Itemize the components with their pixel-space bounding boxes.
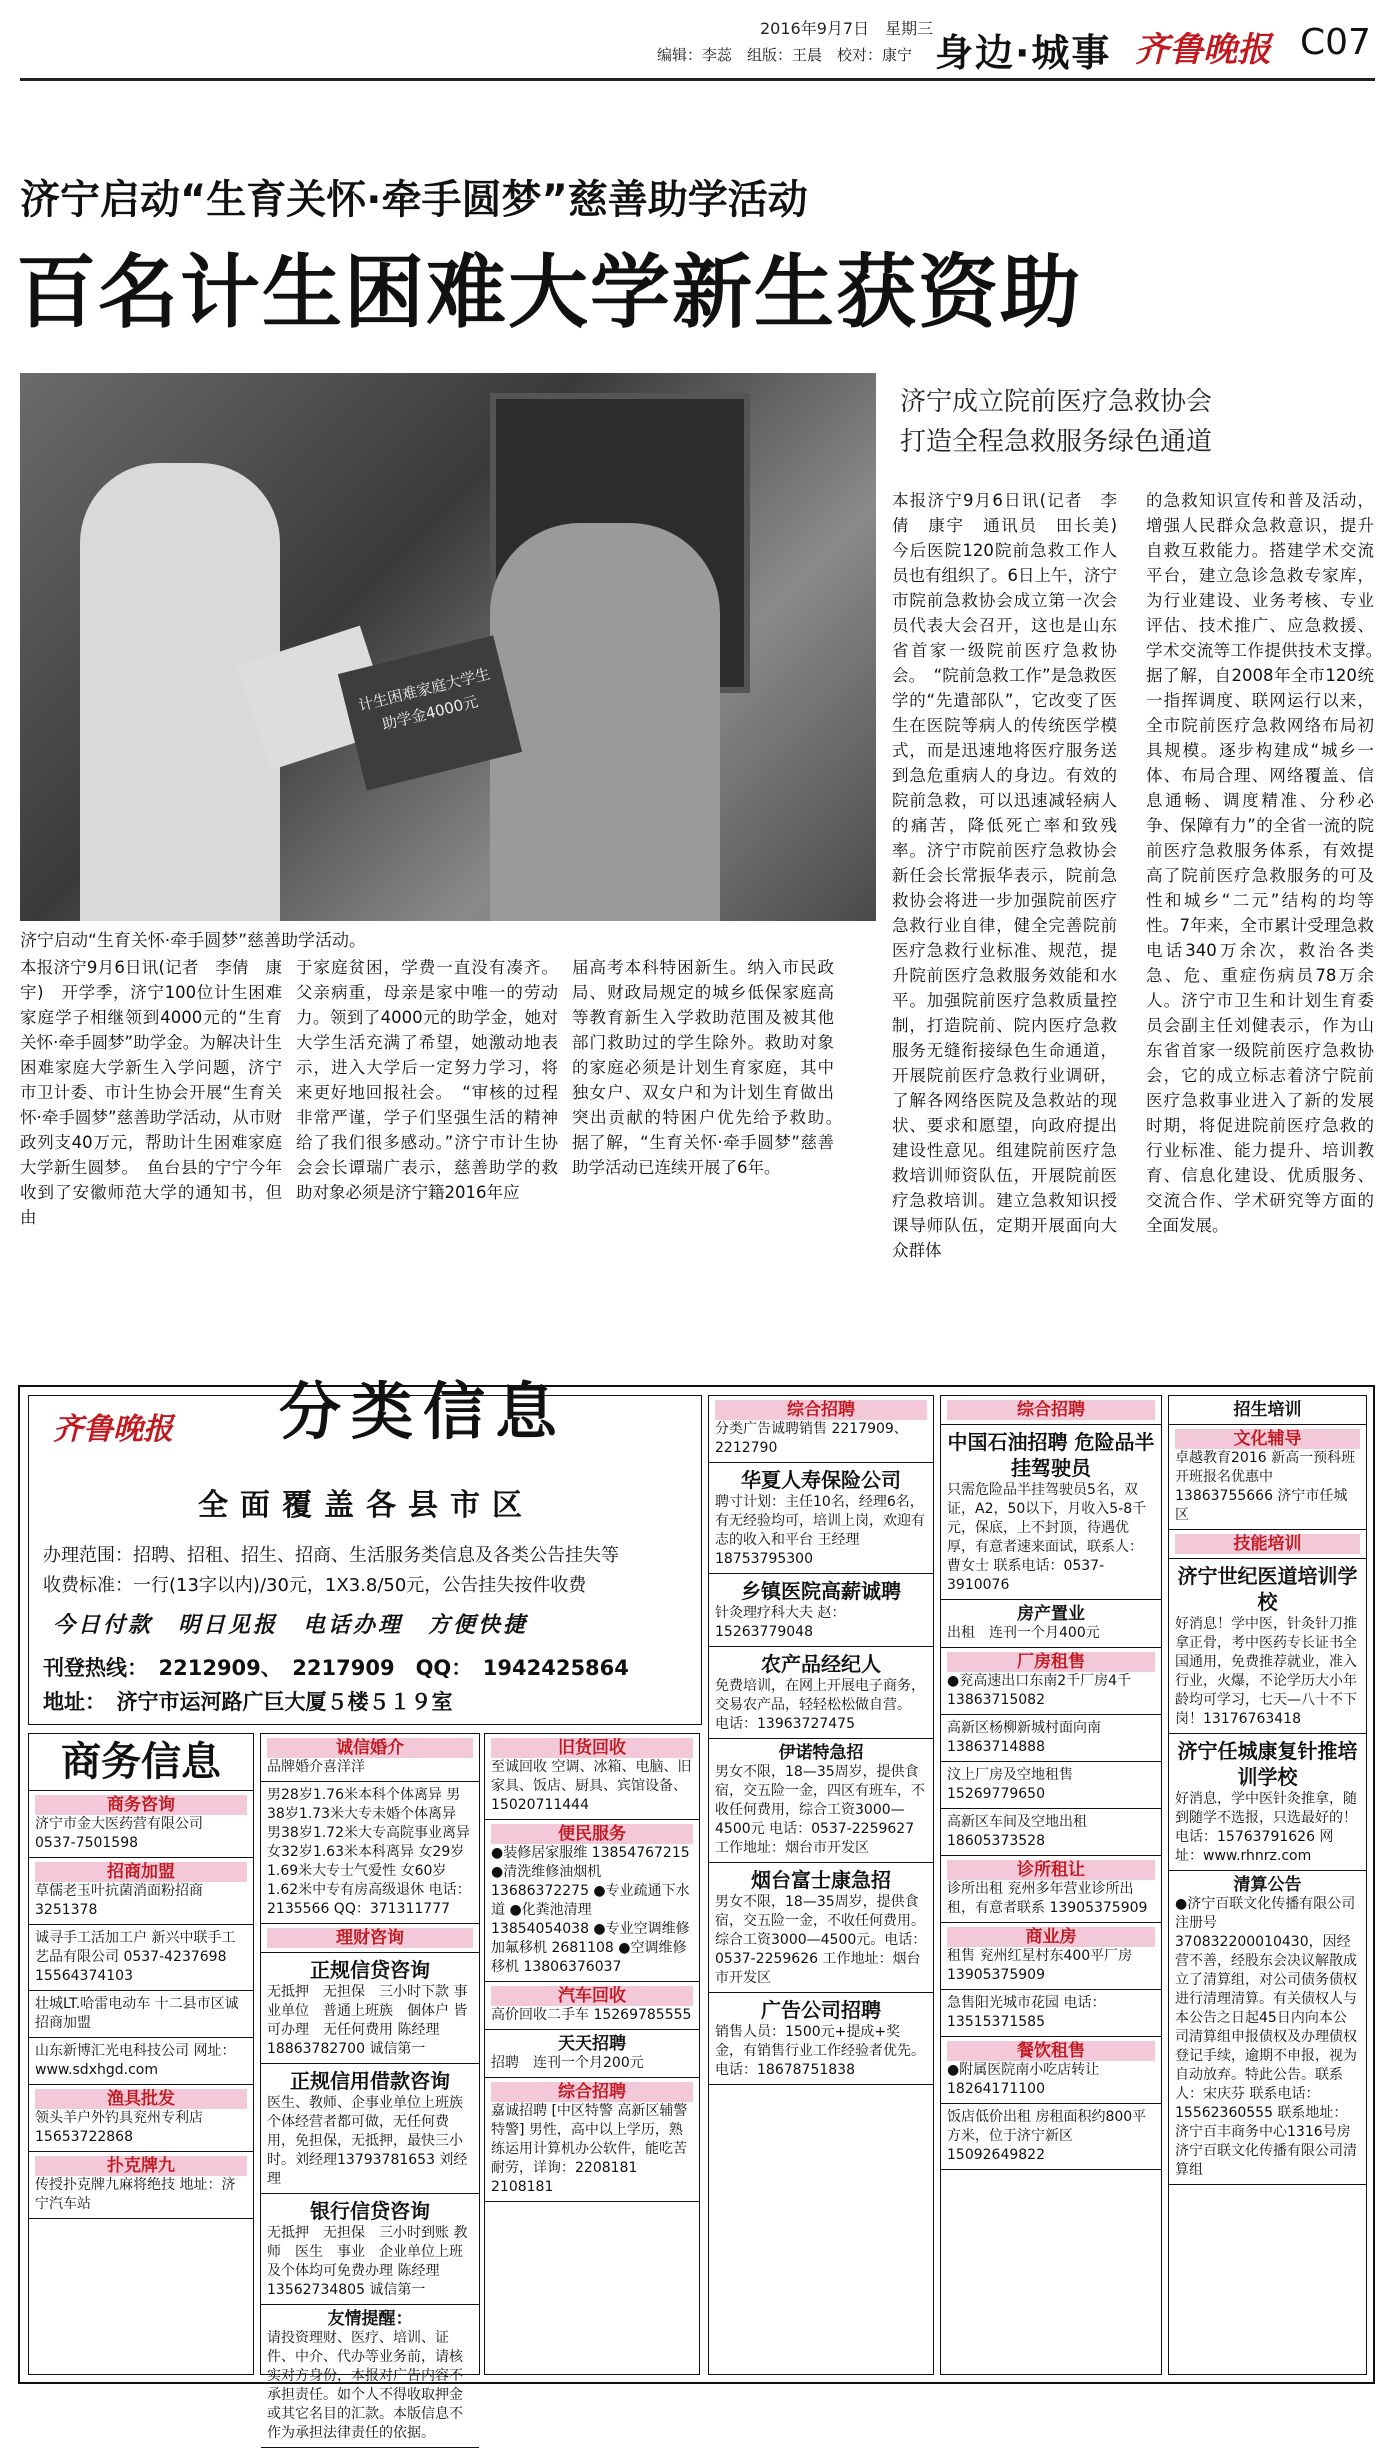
ad-heading: 济宁世纪医道培训学校 [1177,1564,1358,1614]
ad-text: 济宁市金大医药营有限公司 0537-7501598 [35,1816,203,1851]
ad-heading: 诚信婚介 [267,1738,473,1758]
classified-col-6 [1168,1395,1367,2375]
classified-ad [261,1953,479,2064]
classified-ad [941,1990,1161,2037]
classified-ad [29,1991,253,2038]
ad-heading: 乡镇医院高薪诚聘 [741,1579,901,1603]
col5-list [941,1396,1161,2170]
header-rule [20,78,1375,81]
side-dek-1: 济宁成立院前医疗急救协会 [900,387,1213,417]
ad-text: 针灸理疗科大夫 赵：15263779048 [715,1605,846,1640]
ad-heading: 便民服务 [491,1824,693,1844]
ad-heading: 文化辅导 [1175,1429,1360,1449]
classified-ad [29,2152,253,2219]
ad-text: ●装修居家服维 13854767215 ●清洗维修油烟机 13686372275 ●专业疏通下水道 ●化粪池清理 13854054038 ●专业空调维修加氟移机 2681108 ●空调维修移机 13806376037 [491,1845,690,1975]
classified-ad [941,1923,1161,1990]
classified-coverage: 全面覆盖各县市区 [198,1488,534,1523]
ad-heading: 正规信用借款咨询 [290,2069,450,2093]
ad-heading: 天天招聘 [558,2034,626,2054]
article-col-1: 本报济宁9月6日讯(记者 李倩 康宇) 开学季，济宁100位计生困难家庭学子相继领到4000元的“生育关怀·牵手圆梦”助学金。为解决计生困难家庭大学新生入学问题，济宁市卫计委、市计生协会开展“生育关怀·牵手圆梦”慈善助学活动，从市财政列支40万元，帮助计生困难家庭大学新生圆梦。 鱼台县的宁宁今年收到了安徽师范大学的通知书，但由 [20,958,282,1227]
classified-col-5 [940,1395,1162,2375]
ad-text: 无抵押 无担保 三小时到账 教师 医生 事业 企业单位上班及个体均可免费办理 陈经理13562734805 诚信第一 [267,2225,468,2298]
ad-text: 草儒老玉叶抗菌消面粉招商 3251378 [35,1883,203,1918]
ad-heading: 商业房 [947,1927,1155,1947]
classified-ad [485,2078,699,2202]
classified-ad [709,1647,933,1739]
classified-ad [261,1734,479,1782]
classified-scope: 办理范围：招聘、招租、招生、招商、生活服务类信息及各类公告挂失等 [43,1545,619,1566]
ad-text: 诊所出租 兖州多年营业诊所出租，有意者联系 13905375909 [947,1881,1148,1916]
col1-list [29,1791,253,2219]
ad-heading: 招商加盟 [35,1862,247,1882]
ad-text: 招聘 连刊一个月200元 [491,2055,644,2071]
classified-masthead [28,1375,702,1725]
article-photo [20,373,876,921]
classified-ad [709,1863,933,1993]
photo-woman [490,523,720,921]
article-kicker: 济宁启动“生育关怀·牵手圆梦”慈善助学活动 [20,177,808,223]
classified-ad [1169,1530,1366,1559]
ad-text: 品牌婚介喜洋洋 [267,1759,365,1775]
ad-text: ●兖高速出口东南2千厂房4千 13863715082 [947,1673,1132,1708]
classified-ad [261,1924,479,1953]
ad-text: 分类广告诚聘销售 2217909、2212790 [715,1421,908,1456]
ad-text: 销售人员：1500元+提成+奖金，有销售行业工作经验者优先。电话：18678751838 [715,2024,925,2078]
classified-address: 地址： 济宁市运河路广巨大厦５楼５１９室 [43,1690,453,1714]
ad-heading: 汽车回收 [491,1986,693,2006]
side-col-a: 本报济宁9月6日讯(记者 李倩 康宇 通讯员 田长美) 今后医院120院前急救工作人员也有组织了。6日上午，济宁市院前急救协会成立第一次会员代表大会召开，这也是山东省首家一级院前医疗急救协会。 “院前急救工作”是急救医学的“先遣部队”，它改变了医生在医院等病人的传统医学模式，而是迅速地将医疗服务送到急危重病人的身边。有效的院前急救，可以迅速减轻病人的痛苦，降低死亡率和致残率。济宁市院前医疗急救协会新任会长常振华表示，院前急救协会将进一步加强院前医疗急救行业自律，健全完善院前医疗急救行业标准、规范，提升院前医疗急救服务效能和水平。加强院前医疗急救质量控制，打造院前、院内医疗急救服务无缝衔接绿色生命通道，开展院前医疗急救行业调研，了解各网络医院及急救站的现状、要求和愿望，向政府提出建设性意见。组建院前医疗急救培训师资队伍，开展院前医疗急救培训。建立急救知识授课导师队伍，定期开展面向大众群体 [892,491,1134,1260]
classified-title: 分类信息 [279,1375,568,1448]
biz-info-title: 商务信息 [29,1734,253,1791]
ad-heading: 清算公告 [1233,1875,1302,1895]
classified-logo: 齐鲁晚报 [53,1412,173,1447]
classified-col-4 [708,1395,934,2375]
ad-text: ●附属医院南小吃店转让 18264171100 [947,2062,1100,2097]
ad-heading: 综合招聘 [947,1400,1155,1420]
classified-col-3 [484,1733,700,2375]
classified-col-2 [260,1733,480,2441]
classified-price: 收费标准：一行(13字以内)/30元，1X3.8/50元，公告挂失按件收费 [43,1575,587,1596]
ad-heading: 厂房租售 [947,1652,1155,1672]
classified-ad [261,2305,479,2448]
article-col-2: 于家庭贫困，学费一直没有凑齐。父亲病重，母亲是家中唯一的劳动力。领到了4000元的助学金，她对大学生活充满了希望，她激动地表示，进入大学后一定努力学习，将来更好地回报社会。 “审核的过程非常严谨，学子们坚强生活的精神给了我们很多感动。”济宁市计生协会会长谭瑞广表示，慈善助学的救助对象必须是济宁籍2016年应 [296,958,558,1202]
classified-ad [29,1858,253,1925]
photo-caption: 济宁启动“生育关怀·牵手圆梦”慈善助学活动。 [20,931,367,951]
ad-text: 高新区杨柳新城村面向南 13863714888 [947,1720,1101,1755]
ad-text: 请投资理财、医疗、培训、证件、中介、代办等业务前，请核实对方身份，本报对广告内容不承担责任。如个人不得收取押金或其它名目的汇款。本版信息不作为承担法律责任的依据。 [267,2330,463,2441]
ad-heading: 银行信贷咨询 [310,2199,430,2223]
ad-text: 壮城LT.哈雷电动车 十二县市区诚招商加盟 [35,1996,239,2031]
classified-ad [941,2037,1161,2104]
side-dek-2: 打造全程急救服务绿色通道 [900,427,1213,457]
classified-ad [941,1762,1161,1809]
classified-ad [1169,1396,1366,1425]
ad-text: 饭店低价出租 房租面积约800平方米，位于济宁新区 15092649822 [947,2109,1147,2163]
ad-heading: 技能培训 [1175,1534,1360,1554]
ad-heading: 华夏人寿保险公司 [741,1468,901,1492]
classified-ad [1169,1734,1366,1871]
classified-ad [485,1982,699,2030]
ad-text: 医生、教师、企事业单位上班族个体经营者都可做，无任何费用，免担保，无抵押，最快三小时。刘经理13793781653 刘经理 [267,2095,468,2187]
ad-text: 好消息！学中医，针灸针刀推拿正骨，考中医药专长证书全国通用，免费推荐就业，准入行业，火爆，不论学历大小年龄均可学习，七天—八十不下岗！13176763418 [1175,1616,1357,1727]
classified-ad [485,1734,699,1820]
editor-credits: 编辑：李蕊 组版：王晨 校对：康宁 [657,46,913,64]
col2-list [261,1734,479,2448]
classified-ad [485,1820,699,1982]
ad-text: 急售阳光城市花园 电话：13515371585 [947,1995,1106,2030]
classified-section [18,1375,1375,2441]
ad-heading: 诊所租让 [947,1860,1155,1880]
issue-date: 2016年9月7日 星期三 [760,19,934,38]
ad-heading: 餐饮租售 [947,2041,1155,2061]
classified-ad [709,1739,933,1863]
ad-text: 只需危险品半挂驾驶员5名，双证，A2，50以下，月收入5-8千元，保底，上不封顶，待遇优厚，有意者速来面试，联系人：曹女士 联系电话：0537-3910076 [947,1482,1147,1593]
ad-heading: 综合招聘 [491,2082,693,2102]
ad-heading: 济宁任城康复针推培训学校 [1177,1739,1358,1789]
ad-heading: 理财咨询 [267,1928,473,1948]
ad-heading: 伊诺特急招 [778,1743,864,1763]
ad-heading: 旧货回收 [491,1738,693,1758]
classified-ad [29,1925,253,1991]
ad-heading: 正规信贷咨询 [310,1958,430,1982]
classified-ad [941,1396,1161,1425]
classified-ad [1169,1871,1366,2185]
ad-heading: 商务咨询 [35,1795,247,1815]
ad-text: 领头羊户外钓具兖州专利店 15653722868 [35,2110,203,2145]
article-headline: 百名计生困难大学新生获资助 [16,246,1082,339]
ad-text: 至诚回收 空调、冰箱、电脑、旧家具、饭店、厨具、宾馆设备、15020711444 [491,1759,692,1813]
classified-ad [29,2038,253,2085]
ad-text: 传授扑克牌九麻将绝技 地址：济宁汽车站 [35,2177,236,2212]
classified-ad [261,1782,479,1924]
classified-ad [941,1425,1161,1600]
ad-text: 好消息，学中医针灸推拿，随到随学不选报，只选最好的！电话：15763791626 网址：www.rhnrz.com [1175,1791,1357,1864]
paper-logo: 齐鲁晚报 [1135,30,1271,70]
ad-text: 卓越教育2016 新高一预科班开班报名优惠中 13863755666 济宁市任城区 [1175,1450,1356,1523]
ad-heading: 渔具批发 [35,2089,247,2109]
ad-text: 出租 连刊一个月400元 [947,1625,1100,1641]
classified-ad [1169,1425,1366,1530]
classified-ad [1169,1559,1366,1734]
ad-text: 汶上厂房及空地租售 15269779650 [947,1767,1073,1802]
ad-text: 男女不限，18—35周岁，提供食宿，交五险一金，不收任何费用。综合工资3000—4500元。电话：0537-2259626 工作地址：烟台市开发区 [715,1894,927,1986]
classified-ad [29,1791,253,1858]
classified-ad [261,2064,479,2194]
classified-ad [709,1993,933,2085]
ad-heading: 综合招聘 [715,1400,927,1420]
ad-text: 租售 兖州红星村东400平厂房 13905375909 [947,1948,1133,1983]
ad-text: 高价回收二手车 15269785555 [491,2007,692,2023]
ad-heading: 农产品经纪人 [761,1652,881,1676]
ad-text: 免费培训，在网上开展电子商务，交易农产品，轻轻松松做自营。 电话：13963727475 [715,1678,925,1732]
ad-text: 男28岁1.76米本科个体离异 男38岁1.73米大专未婚个体离异 男38岁1.72米大专高院事业离异 女32岁1.63米本科离异 女29岁1.69米大专士气爱性 女60岁1.62米中专有房高级退休 电话：2135566 QQ：371311777 [267,1787,471,1917]
ad-text: 聘寸计划：主任10名，经理6名，有无经验均可，培训上岗，欢迎有志的收入和平台 王经理 18753795300 [715,1494,925,1567]
ad-text: 无抵押 无担保 三小时下款 事业单位 普通上班族 個体户 皆可办理 无任何费用 陈经理18863782700 诚信第一 [267,1984,468,2057]
side-col-b: 的急救知识宣传和普及活动，增强人民群众急救意识，提升自救互救能力。搭建学术交流平台，建立急诊急救专家库，为行业建设、业务考核、专业评估、技术推广、应急救援、学术交流等工作提供技术支撑。 据了解，自2008年全市120统一指挥调度、联网运行以来，全市院前医疗急救网络布局初具规模。逐步构建成“城乡一体、布局合理、网络覆盖、信息通畅、调度精准、分秒必争、保障有力”的全省一流的院前医疗急救服务体系，有效提高了院前医疗急救服务的可及性和城乡“二元”结构的均等性。7年来，全市累计受理急救电话340万余次，救治各类急、危、重症伤病员78万余人。济宁市卫生和计划生育委员会副主任刘健表示，作为山东省首家一级院前医疗急救协会，它的成立标志着济宁院前医疗急救事业进入了新的发展时期，将促进院前医疗急救的行业标准、能力提升、培训教育、信息化建设、优质服务、交流合作、学术研究等方面的全面发展。 [1146,491,1391,1235]
classified-ad [941,1648,1161,1715]
classified-ad [709,1574,933,1647]
section-title: 身边·城事 [935,31,1112,75]
ad-heading: 房产置业 [1017,1604,1085,1624]
ad-heading: 广告公司招聘 [761,1998,881,2022]
ad-text: 嘉诚招聘 [中区特警 高新区辅警 特警] 男性，高中以上学历，熟练运用计算机办公软件，能吃苦耐劳，详询：2208181 2108181 [491,2103,688,2195]
ad-heading: 招生培训 [1233,1400,1302,1420]
classified-ad [941,1809,1161,1856]
ad-heading: 扑克牌九 [35,2156,247,2176]
classified-hotline: 刊登热线： 2212909、 2217909 QQ： 1942425864 [43,1656,629,1680]
classified-ad [709,1396,933,1463]
ad-heading: 中国石油招聘 危险品半挂驾驶员 [947,1430,1155,1480]
ad-text: 山东新博汇光电科技公司 网址：www.sdxhgd.com [35,2043,236,2078]
classified-slogan: 今日付款 明日见报 电话办理 方便快捷 [53,1613,529,1638]
ad-heading: 友情提醒： [327,2309,413,2329]
ad-heading: 烟台富士康急招 [751,1868,891,1892]
classified-ad [261,2194,479,2305]
col3-list [485,1734,699,2202]
classified-col-1 [28,1733,254,2375]
classified-ad [709,1463,933,1574]
classified-ad [941,2104,1161,2170]
classified-ad [485,2030,699,2078]
col4-list [709,1396,933,2085]
ad-text: ●济宁百联文化传播有限公司注册号370832200010430，因经营不善，经股东会决议解散成立了清算组，对公司债务债权进行清理清算。有关债权人与本公告之日起45日内向本公司清算组申报债权及办理债权登记手续，逾期不申报，视为自动放弃。特此公告。联系人：宋庆芬 联系电话：15562360555 联系地址：济宁百丰商务中心1316号房 济宁百联文化传播有限公司清算组 [1175,1896,1357,2178]
page-number: C07 [1300,22,1371,63]
col6-list [1169,1396,1366,2185]
ad-text: 高新区车间及空地出租 18605373528 [947,1814,1087,1849]
classified-ad [941,1600,1161,1648]
classified-ad [29,2085,253,2152]
classified-ad [941,1715,1161,1762]
ad-text: 男女不限，18—35周岁，提供食宿，交五险一金，四区有班车，不收任何费用，综合工资3000—4500元 电话：0537-2259627 工作地址：烟台市开发区 [715,1764,925,1856]
ad-text: 诚寻手工活加工户 新兴中联手工艺品有限公司 0537-4237698 15564374103 [35,1930,236,1984]
article-col-3: 届高考本科特困新生。纳入市民政局、财政局规定的城乡低保家庭高等教育新生入学救助范围及被其他部门救助过的学生除外。救助对象的家庭必须是计划生育家庭，其中独女户、双女户和为计划生育做出突出贡献的特困户优先给予救助。 据了解，“生育关怀·牵手圆梦”慈善助学活动已连续开展了6年。 [572,958,851,1177]
classified-ad [941,1856,1161,1923]
photo-certificate: 计生困难家庭大学生 助学金4000元 [338,635,522,790]
